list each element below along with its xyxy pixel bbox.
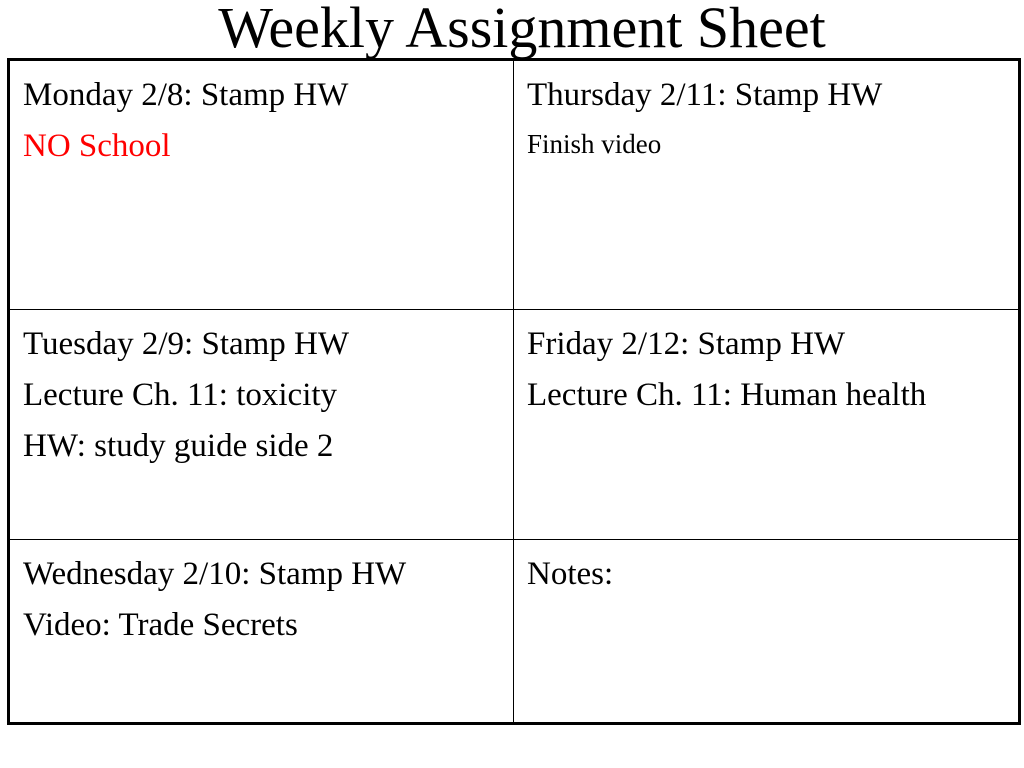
tuesday-heading: Tuesday 2/9: Stamp HW xyxy=(23,326,350,362)
table-row xyxy=(9,310,1020,540)
friday-heading: Friday 2/12: Stamp HW xyxy=(527,326,846,362)
monday-cell xyxy=(9,60,514,310)
wednesday-cell xyxy=(9,540,514,724)
monday-note: NO School xyxy=(23,128,171,164)
notes-heading: Notes: xyxy=(527,556,614,592)
assignment-table xyxy=(7,58,1021,725)
table-row xyxy=(9,60,1020,310)
thursday-heading: Thursday 2/11: Stamp HW xyxy=(527,77,883,113)
table-row xyxy=(9,540,1020,724)
tuesday-lecture: Lecture Ch. 11: toxicity xyxy=(23,377,338,413)
page-title: Weekly Assignment Sheet xyxy=(218,0,826,60)
friday-lecture: Lecture Ch. 11: Human health xyxy=(527,377,927,413)
wednesday-heading: Wednesday 2/10: Stamp HW xyxy=(23,556,407,592)
wednesday-video: Video: Trade Secrets xyxy=(23,607,298,643)
thursday-note: Finish video xyxy=(527,129,662,159)
thursday-cell xyxy=(514,60,1020,310)
friday-cell xyxy=(514,310,1020,540)
tuesday-cell xyxy=(9,310,514,540)
tuesday-homework: HW: study guide side 2 xyxy=(23,428,334,464)
notes-cell xyxy=(514,540,1020,724)
monday-heading: Monday 2/8: Stamp HW xyxy=(23,77,349,113)
